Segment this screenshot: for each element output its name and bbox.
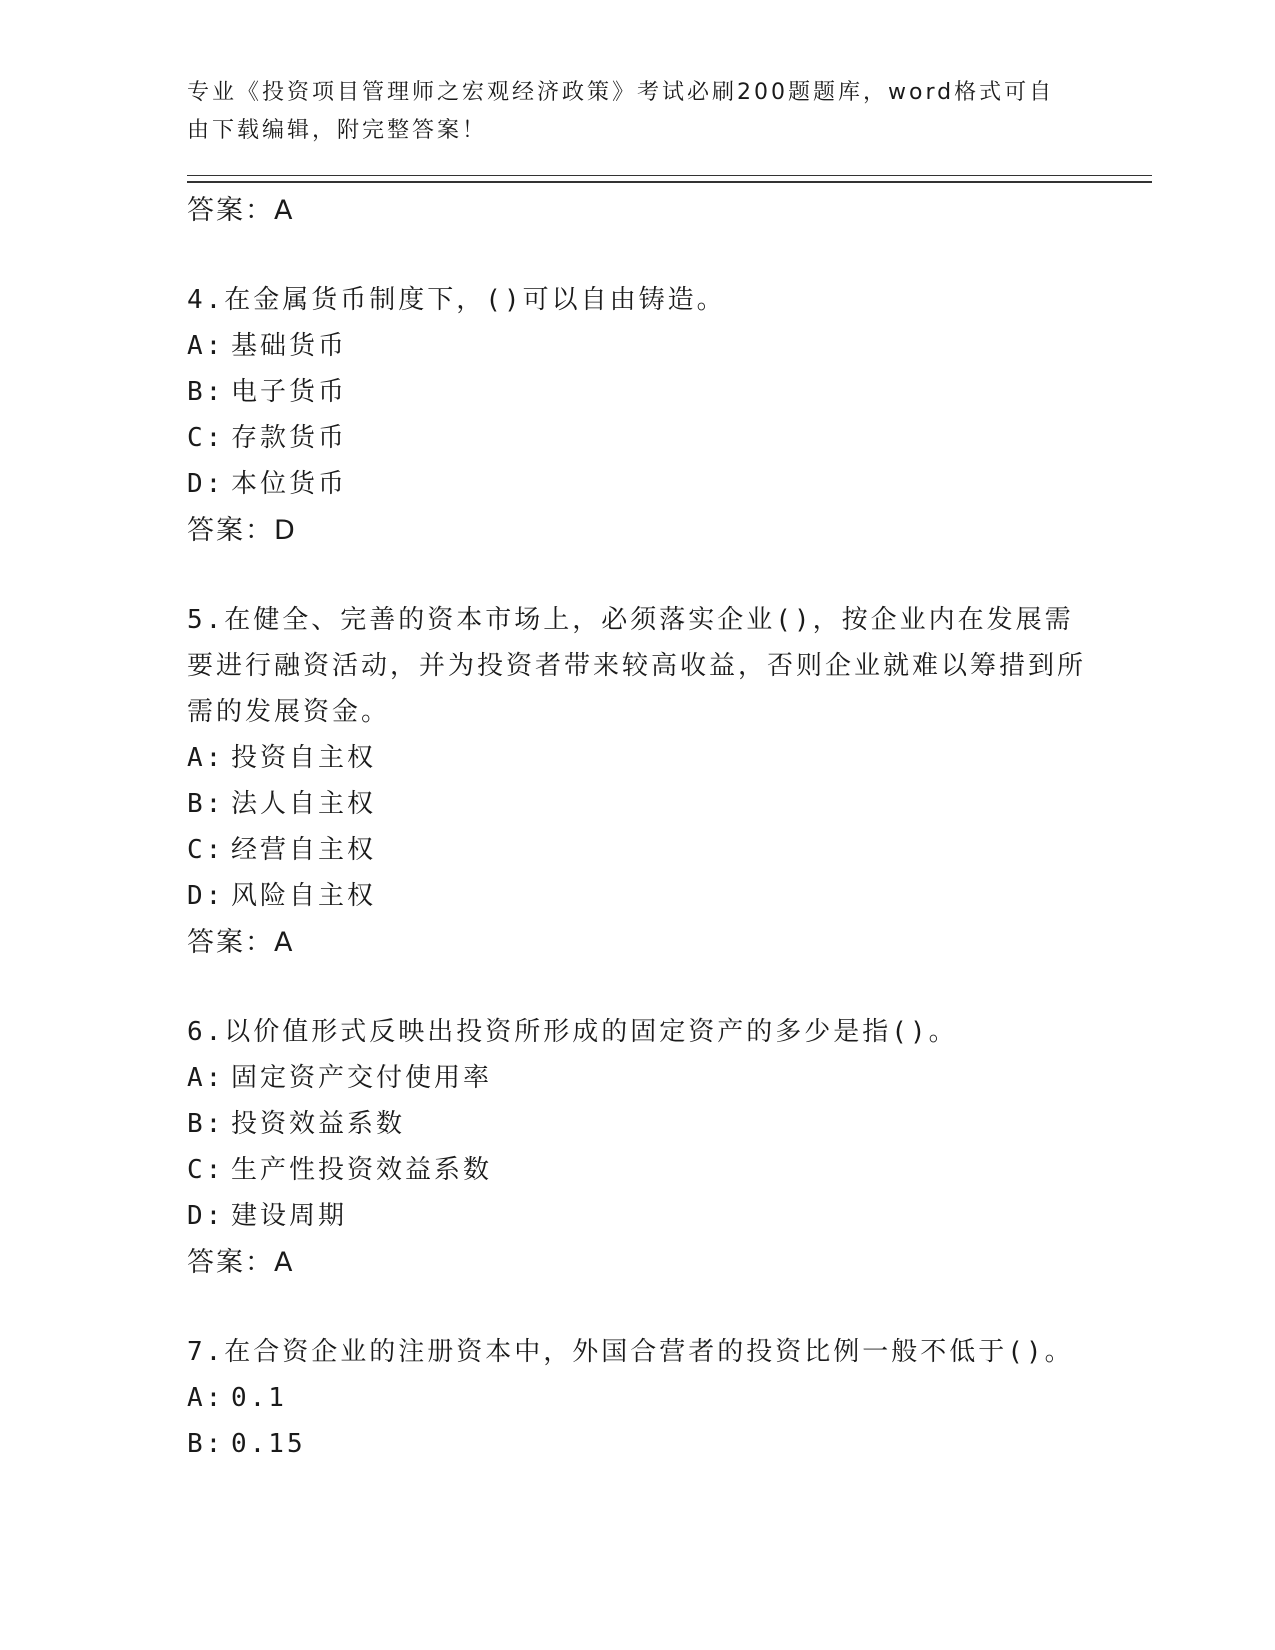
question-text: 6.以价值形式反映出投资所形成的固定资产的多少是指()。 (187, 1017, 958, 1047)
option-b (187, 781, 1087, 827)
option-key: A: (187, 743, 225, 773)
option-key: D: (187, 1201, 225, 1231)
option-key: B: (187, 789, 225, 819)
option-text: 电子货币 (231, 377, 348, 407)
option-d (187, 873, 1087, 919)
option-text: 投资效益系数 (231, 1109, 406, 1139)
option-a (187, 735, 1087, 781)
question-text: 5.在健全、完善的资本市场上，必须落实企业()，按企业内在发展需要进行融资活动，并为投资者带来较高收益，否则企业就难以筹措到所需的发展资金。 (187, 605, 1087, 727)
option-key: B: (187, 1429, 225, 1459)
option-b (187, 1421, 1087, 1467)
option-b (187, 369, 1087, 415)
question-block (187, 1329, 1087, 1467)
question-list (187, 187, 1087, 1467)
option-key: C: (187, 1155, 225, 1185)
option-key: B: (187, 1109, 225, 1139)
option-text: 生产性投资效益系数 (231, 1155, 493, 1185)
option-text: 经营自主权 (231, 835, 377, 865)
option-c (187, 415, 1087, 461)
option-key: A: (187, 1063, 225, 1093)
option-text: 投资自主权 (231, 743, 377, 773)
option-text: 风险自主权 (231, 881, 377, 911)
header-divider-thin (187, 175, 1152, 176)
document-header: 专业《投资项目管理师之宏观经济政策》考试必刷200题题库，word格式可自由下载编辑，附完整答案！ (187, 80, 1055, 143)
option-d (187, 1193, 1087, 1239)
option-key: B: (187, 377, 225, 407)
answer-line: 答案：A (187, 927, 295, 958)
option-text: 基础货币 (231, 331, 348, 361)
option-a (187, 1375, 1087, 1421)
option-d (187, 461, 1087, 507)
question-block (187, 277, 1087, 555)
question-text: 7.在合资企业的注册资本中，外国合营者的投资比例一般不低于()。 (187, 1337, 1074, 1367)
option-c (187, 827, 1087, 873)
option-key: D: (187, 881, 225, 911)
option-key: C: (187, 835, 225, 865)
option-key: D: (187, 469, 225, 499)
option-text: 固定资产交付使用率 (231, 1063, 493, 1093)
option-key: C: (187, 423, 225, 453)
option-text: 存款货币 (231, 423, 348, 453)
question-text: 4.在金属货币制度下，()可以自由铸造。 (187, 285, 726, 315)
answer-line: 答案：D (187, 515, 297, 546)
option-text: 建设周期 (231, 1201, 348, 1231)
option-text: 0.15 (231, 1429, 306, 1459)
option-a (187, 323, 1087, 369)
answer-line: 答案：A (187, 195, 295, 226)
option-b (187, 1101, 1087, 1147)
option-key: A: (187, 1383, 225, 1413)
header-divider-thick (187, 181, 1152, 183)
option-text: 本位货币 (231, 469, 348, 499)
option-key: A: (187, 331, 225, 361)
option-a (187, 1055, 1087, 1101)
option-c (187, 1147, 1087, 1193)
answer-line: 答案：A (187, 1247, 295, 1278)
option-text: 0.1 (231, 1383, 287, 1413)
option-text: 法人自主权 (231, 789, 377, 819)
question-block (187, 597, 1087, 967)
question-block (187, 1009, 1087, 1287)
